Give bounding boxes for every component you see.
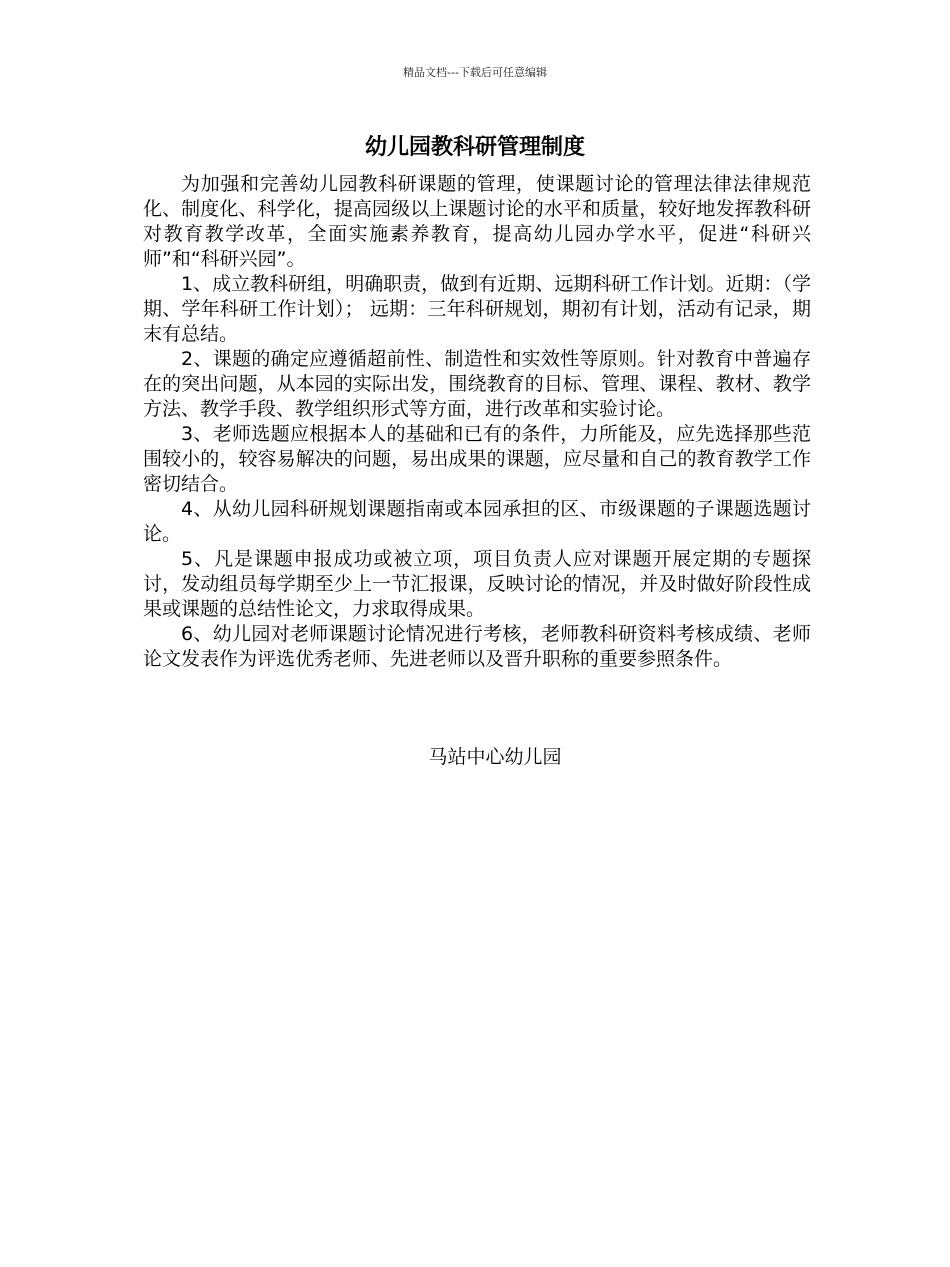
paragraph-intro: 为加强和完善幼儿园教科研课题的管理，使课题讨论的管理法律法律规范化、制度化、科学化，提高园级以上课题讨论的水平和质量，较好地发挥教科研对教育教学改革，全面实施素养教育，提高幼儿园办学水平，促进“科研兴师”和“科研兴园”。: [143, 173, 811, 270]
document-title: 幼儿园教科研管理制度: [364, 135, 585, 160]
paragraph-item-4: 4、从幼儿园科研规划课题指南或本园承担的区、市级课题的子课题选题讨论。: [143, 498, 811, 545]
header-note: 精品文档---下载后可任意编辑: [403, 66, 547, 79]
paragraph-item-2: 2、课题的确定应遵循超前性、制造性和实效性等原则。针对教育中普遍存在的突出问题，从本园的实际出发，围绕教育的目标、管理、课程、教材、教学方法、教学手段、教学组织形式等方面，进行改革和实验讨论。: [143, 348, 811, 420]
paragraph-item-5: 5、凡是课题申报成功或被立项，项目负责人应对课题开展定期的专题探讨，发动组员每学期至少上一节汇报课，反映讨论的情况，并及时做好阶段性成果或课题的总结性论文，力求取得成果。: [143, 548, 811, 620]
paragraph-item-3: 3、老师选题应根据本人的基础和已有的条件，力所能及，应先选择那些范围较小的，较容易解决的问题，易出成果的课题，应尽量和自己的教育教学工作密切结合。: [143, 423, 811, 495]
paragraph-item-1: 1、成立教科研组，明确职责，做到有近期、远期科研工作计划。近期：（学期、学年科研工作计划）； 远期：三年科研规划，期初有计划，活动有记录，期末有总结。: [143, 273, 811, 345]
paragraph-item-6: 6、幼儿园对老师课题讨论情况进行考核，老师教科研资料考核成绩、老师论文发表作为评选优秀老师、先进老师以及晋升职称的重要参照条件。: [143, 623, 811, 670]
document-body: [143, 172, 811, 672]
signature-organization: 马站中心幼儿园: [428, 746, 562, 768]
